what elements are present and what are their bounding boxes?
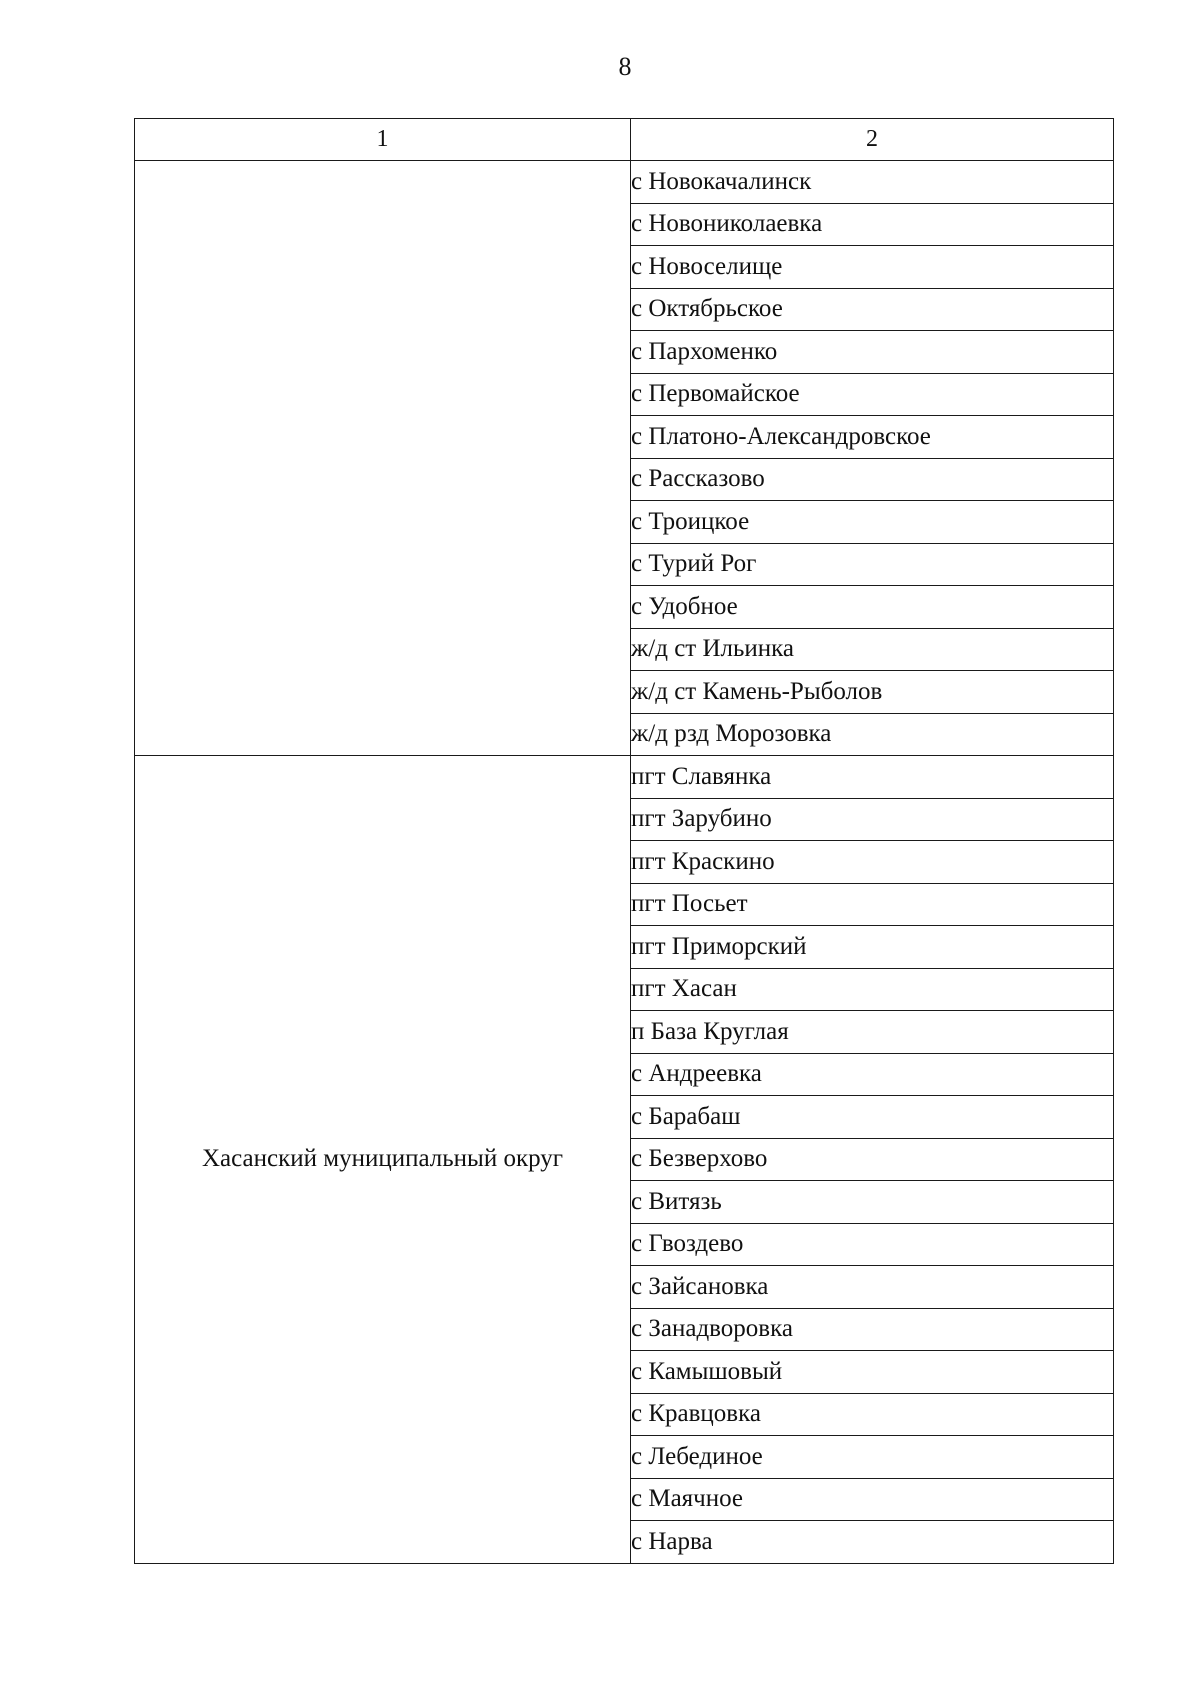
settlement-cell: ж/д ст Камень-Рыболов [631,671,1114,714]
settlement-cell: с Новоселище [631,246,1114,289]
district-cell: Хасанский муниципальный округ [135,756,631,1564]
settlements-table [134,118,1114,1564]
settlement-cell: с Турий Рог [631,543,1114,586]
table-header-row [135,119,1114,161]
settlement-cell: с Первомайское [631,373,1114,416]
settlement-cell: с Занадворовка [631,1308,1114,1351]
settlement-cell: пгт Хасан [631,968,1114,1011]
settlement-cell: с Удобное [631,586,1114,629]
column-header-2: 2 [631,119,1114,161]
settlement-cell: с Нарва [631,1521,1114,1564]
table-row [135,161,1114,204]
settlement-cell: с Рассказово [631,458,1114,501]
settlement-cell: ж/д ст Ильинка [631,628,1114,671]
settlement-cell: с Платоно-Александровское [631,416,1114,459]
settlement-cell: с Троицкое [631,501,1114,544]
settlement-cell: с Кравцовка [631,1393,1114,1436]
settlement-cell: пгт Приморский [631,926,1114,969]
table-body [135,161,1114,1564]
settlement-cell: с Пархоменко [631,331,1114,374]
settlement-cell: с Зайсановка [631,1266,1114,1309]
settlement-cell: с Новокачалинск [631,161,1114,204]
settlement-cell: пгт Славянка [631,756,1114,799]
settlement-cell: с Барабаш [631,1096,1114,1139]
district-cell [135,161,631,756]
settlement-cell: ж/д рзд Морозовка [631,713,1114,756]
table-row [135,756,1114,799]
settlement-cell: п База Круглая [631,1011,1114,1054]
settlement-cell: с Камышовый [631,1351,1114,1394]
settlement-cell: с Андреевка [631,1053,1114,1096]
settlement-cell: с Гвоздево [631,1223,1114,1266]
settlement-cell: с Маячное [631,1478,1114,1521]
settlement-cell: пгт Зарубино [631,798,1114,841]
settlement-cell: пгт Посьет [631,883,1114,926]
settlement-cell: с Октябрьское [631,288,1114,331]
settlement-cell: с Витязь [631,1181,1114,1224]
settlement-cell: с Безверхово [631,1138,1114,1181]
settlement-cell: с Новониколаевка [631,203,1114,246]
settlement-cell: с Лебединое [631,1436,1114,1479]
page-number: 8 [618,52,632,81]
column-header-1: 1 [135,119,631,161]
settlement-cell: пгт Краскино [631,841,1114,884]
